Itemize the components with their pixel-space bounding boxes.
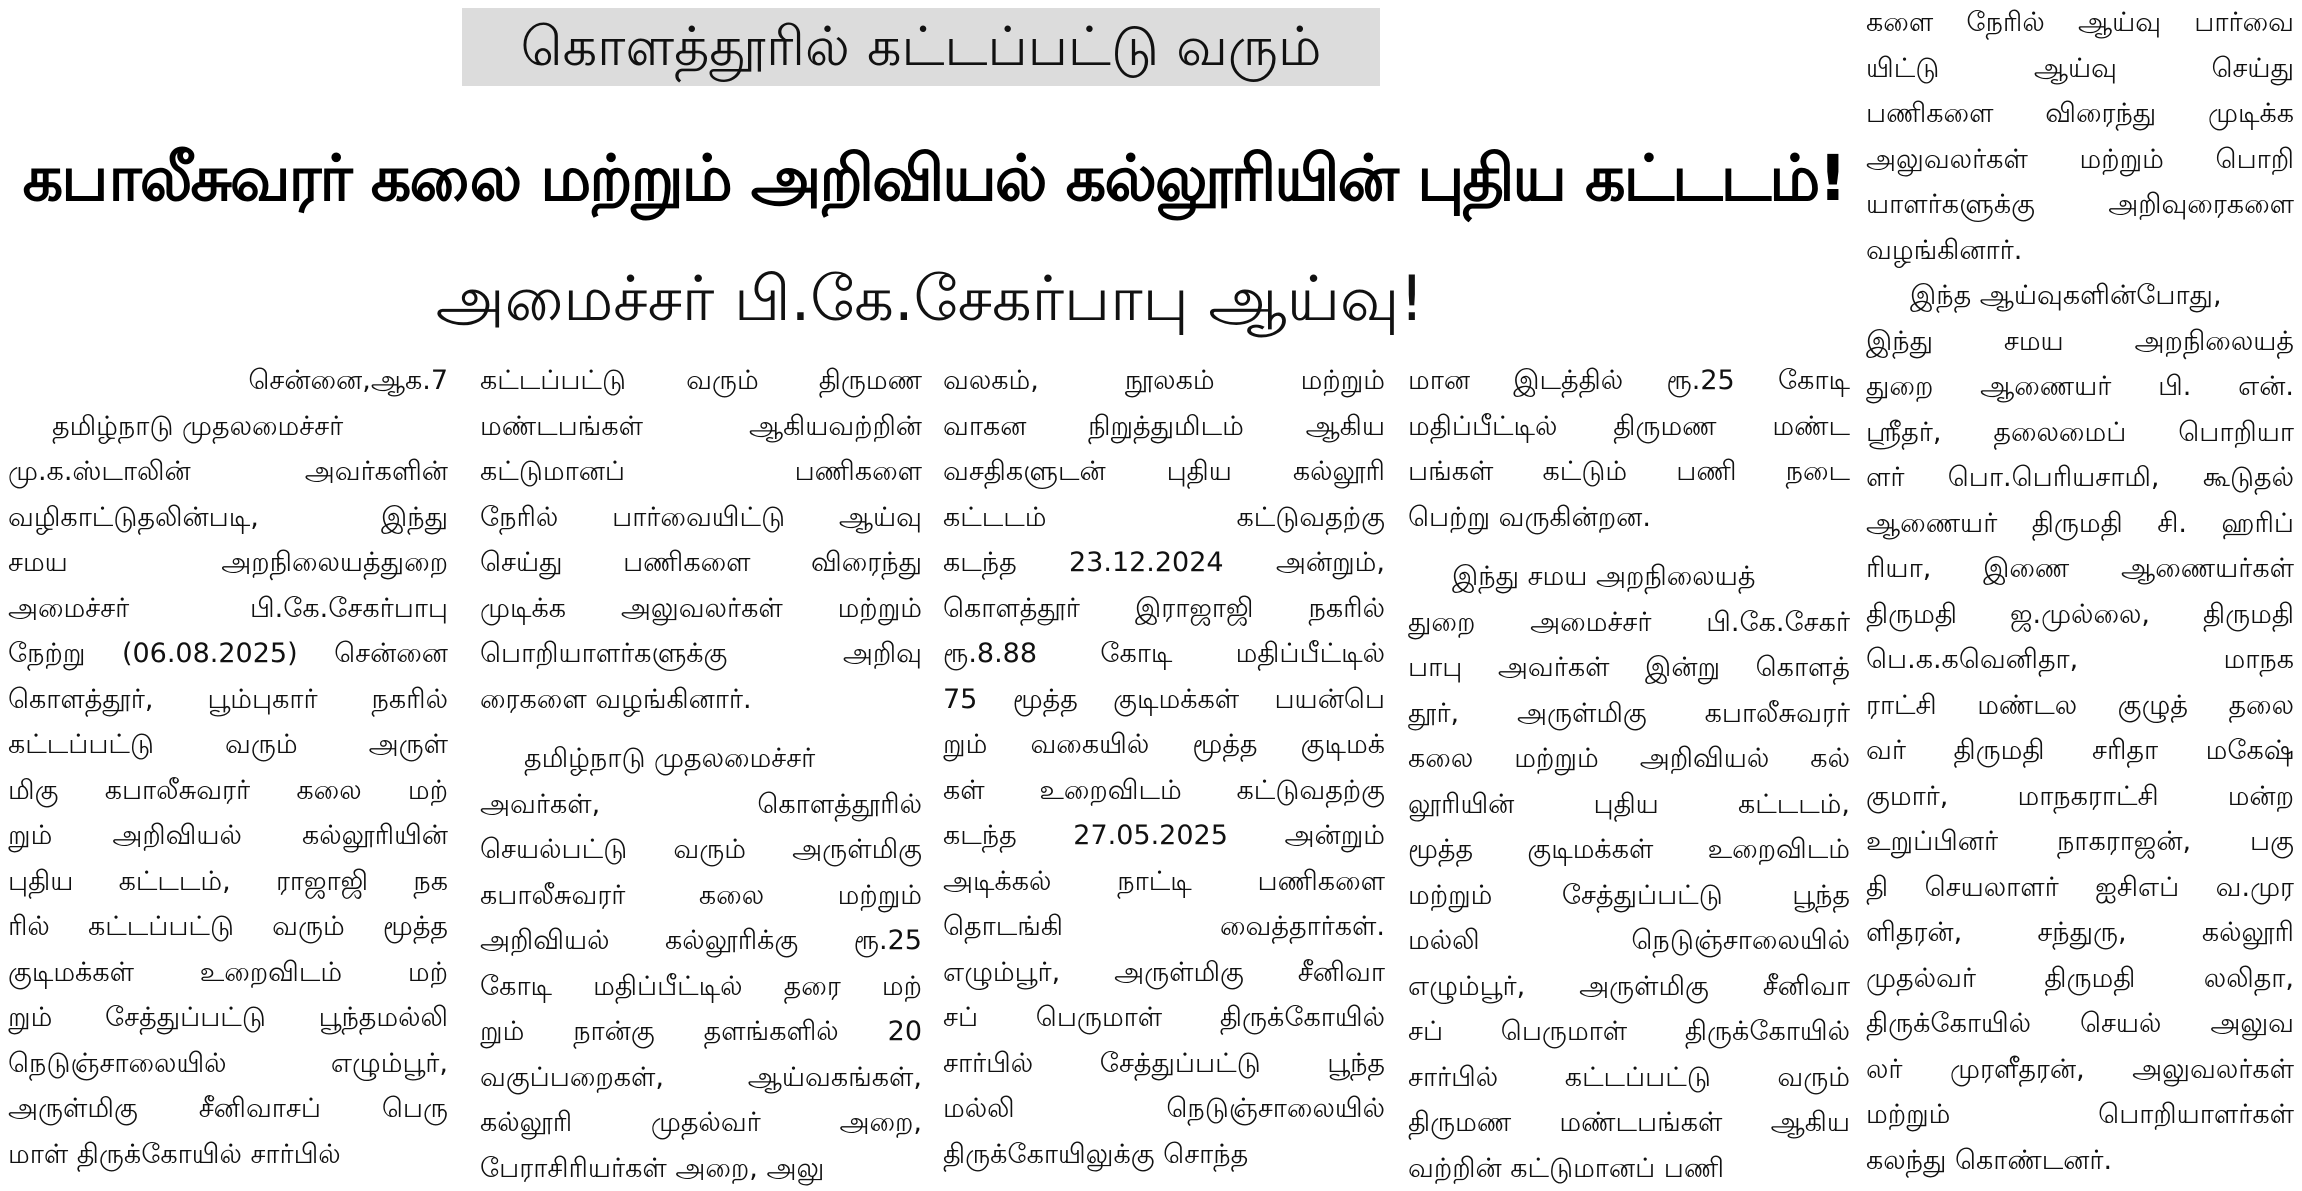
text-line: பாபு அவர்கள் இன்று கொளத்: [1408, 645, 1850, 691]
text-line: யாளர்களுக்கு அறிவுரைகளை: [1866, 182, 2294, 228]
text-line: றும் வகையில் மூத்த குடிமக்: [943, 722, 1385, 768]
text-line: வற்றின் கட்டுமானப் பணி: [1408, 1146, 1850, 1191]
text-line: கடந்த 27.05.2025 அன்றும்: [943, 813, 1385, 859]
article-subhead: அமைச்சர் பி.கே.சேகர்பாபு ஆய்வு!: [300, 258, 1560, 340]
kicker-banner: [462, 8, 1380, 86]
text-line: அறிவியல் கல்லூரிக்கு ரூ.25: [480, 918, 922, 964]
text-line: கட்டுமானப் பணிகளை: [480, 449, 922, 495]
text-line: ராட்சி மண்டல குழுத் தலை: [1866, 683, 2294, 729]
text-line: மான இடத்தில் ரூ.25 கோடி: [1408, 358, 1850, 404]
text-line: அவர்கள், கொளத்தூரில்: [480, 782, 922, 828]
text-line: ஸ்ரீதர், தலைமைப் பொறியா: [1866, 410, 2294, 456]
text-line: கல்லூரி முதல்வர் அறை,: [480, 1100, 922, 1146]
text-line: வகுப்பறைகள், ஆய்வகங்கள்,: [480, 1055, 922, 1101]
text-line: திருமண மண்டபங்கள் ஆகிய: [1408, 1100, 1850, 1146]
text-line: ரியா, இணை ஆணையர்கள்: [1866, 546, 2294, 592]
text-line: ஆணையர் திருமதி சி. ஹரிப்: [1866, 501, 2294, 547]
text-line: துறை ஆணையர் பி. என்.: [1866, 364, 2294, 410]
text-line: றும் சேத்துப்பட்டு பூந்தமல்லி: [8, 995, 448, 1041]
text-line: அலுவலர்கள் மற்றும் பொறி: [1866, 137, 2294, 183]
text-line: ரைகளை வழங்கினார்.: [480, 677, 922, 723]
paragraph-gap: [480, 722, 922, 736]
text-line: இந்து சமய அறநிலையத்: [1866, 319, 2294, 365]
text-line: தமிழ்நாடு முதலமைச்சர்: [8, 404, 448, 450]
text-line: பெ.க.கவெனிதா, மாநக: [1866, 637, 2294, 683]
text-line: கட்டப்பட்டு வரும் திருமண: [480, 358, 922, 404]
article-column-2: [480, 358, 922, 1073]
text-line: புதிய கட்டடம், ராஜாஜி நக: [8, 859, 448, 905]
text-line: லூரியின் புதிய கட்டடம்,: [1408, 782, 1850, 828]
text-line: அருள்மிகு சீனிவாசப் பெரு: [8, 1086, 448, 1132]
text-line: லர் முரளீதரன், அலுவலர்கள்: [1866, 1047, 2294, 1093]
text-line: வாகன நிறுத்துமிடம் ஆகிய: [943, 404, 1385, 450]
paragraph-gap: [1408, 540, 1850, 554]
text-line: உறுப்பினர் நாகராஜன், பகு: [1866, 819, 2294, 865]
text-line: தொடங்கி வைத்தார்கள்.: [943, 904, 1385, 950]
text-line: களை நேரில் ஆய்வு பார்வை: [1866, 0, 2294, 46]
text-line: கட்டப்பட்டு வரும் அருள்: [8, 722, 448, 768]
text-line: தூர், அருள்மிகு கபாலீசுவரர்: [1408, 691, 1850, 737]
text-line: பொறியாளர்களுக்கு அறிவு: [480, 631, 922, 677]
text-line: சப் பெருமாள் திருக்கோயில்: [1408, 1009, 1850, 1055]
text-line: சார்பில் கட்டப்பட்டு வரும்: [1408, 1055, 1850, 1101]
text-line: மற்றும் பொறியாளர்கள்: [1866, 1092, 2294, 1138]
text-line: வலகம், நூலகம் மற்றும்: [943, 358, 1385, 404]
text-line: பேராசிரியர்கள் அறை, அலு: [480, 1146, 922, 1191]
text-line: கள் உறைவிடம் கட்டுவதற்கு: [943, 768, 1385, 814]
text-line: செயல்பட்டு வரும் அருள்மிகு: [480, 827, 922, 873]
text-line: கட்டடம் கட்டுவதற்கு: [943, 495, 1385, 541]
text-line: கடந்த 23.12.2024 அன்றும்,: [943, 540, 1385, 586]
text-line: மற்றும் சேத்துப்பட்டு பூந்த: [1408, 873, 1850, 919]
text-line: றும் நான்கு தளங்களில் 20: [480, 1009, 922, 1055]
text-line: இந்த ஆய்வுகளின்போது,: [1866, 273, 2294, 319]
article-column-1: [8, 358, 448, 1073]
text-line: கலை மற்றும் அறிவியல் கல்: [1408, 736, 1850, 782]
text-line: மிகு கபாலீசுவரர் கலை மற்: [8, 768, 448, 814]
text-line: மு.க.ஸ்டாலின் அவர்களின்: [8, 449, 448, 495]
text-line: மல்லி நெடுஞ்சாலையில்: [1408, 918, 1850, 964]
text-line: சப் பெருமாள் திருக்கோயில்: [943, 995, 1385, 1041]
text-line: 75 மூத்த குடிமக்கள் பயன்பெ: [943, 677, 1385, 723]
text-line: திருமதி ஜ.முல்லை, திருமதி: [1866, 592, 2294, 638]
text-line: மண்டபங்கள் ஆகியவற்றின்: [480, 404, 922, 450]
text-line: கலந்து கொண்டனர்.: [1866, 1138, 2294, 1184]
text-line: சார்பில் சேத்துப்பட்டு பூந்த: [943, 1041, 1385, 1087]
text-line: இந்து சமய அறநிலையத்: [1408, 554, 1850, 600]
text-line: நேற்று (06.08.2025) சென்னை: [8, 631, 448, 677]
text-line: பங்கள் கட்டும் பணி நடை: [1408, 449, 1850, 495]
text-line: கபாலீசுவரர் கலை மற்றும்: [480, 873, 922, 919]
text-line: ளர் பொ.பெரியசாமி, கூடுதல்: [1866, 455, 2294, 501]
text-line: முடிக்க அலுவலர்கள் மற்றும்: [480, 586, 922, 632]
text-line: செய்து பணிகளை விரைந்து: [480, 540, 922, 586]
article-kicker: கொளத்தூரில் கட்டப்பட்டு வரும்: [521, 20, 1322, 74]
text-line: மல்லி நெடுஞ்சாலையில்: [943, 1086, 1385, 1132]
text-line: ளிதரன், சந்துரு, கல்லூரி: [1866, 910, 2294, 956]
text-line: பணிகளை விரைந்து முடிக்க: [1866, 91, 2294, 137]
text-line: தமிழ்நாடு முதலமைச்சர்: [480, 736, 922, 782]
text-line: சமய அறநிலையத்துறை: [8, 540, 448, 586]
text-line: மதிப்பீட்டில் திருமண மண்ட: [1408, 404, 1850, 450]
text-line: வசதிகளுடன் புதிய கல்லூரி: [943, 449, 1385, 495]
text-line: சென்னை,ஆக.7: [8, 358, 448, 404]
text-line: திருக்கோயில் செயல் அலுவ: [1866, 1001, 2294, 1047]
text-line: துறை அமைச்சர் பி.கே.சேகர்: [1408, 600, 1850, 646]
text-line: எழும்பூர், அருள்மிகு சீனிவா: [1408, 964, 1850, 1010]
text-line: நெடுஞ்சாலையில் எழும்பூர்,: [8, 1041, 448, 1087]
text-line: ரூ.8.88 கோடி மதிப்பீட்டில்: [943, 631, 1385, 677]
text-line: முதல்வர் திருமதி லலிதா,: [1866, 956, 2294, 1002]
text-line: தி செயலாளர் ஐசிஎப் வ.முர: [1866, 865, 2294, 911]
text-line: கொளத்தூர் இராஜாஜி நகரில்: [943, 586, 1385, 632]
text-line: வர் திருமதி சரிதா மகேஷ்: [1866, 728, 2294, 774]
article-column-4: [1408, 358, 1850, 1073]
text-line: கோடி மதிப்பீட்டில் தரை மற்: [480, 964, 922, 1010]
text-line: திருக்கோயிலுக்கு சொந்த: [943, 1132, 1385, 1178]
text-line: வழங்கினார்.: [1866, 228, 2294, 274]
text-line: நேரில் பார்வையிட்டு ஆய்வு: [480, 495, 922, 541]
text-line: பெற்று வருகின்றன.: [1408, 495, 1850, 541]
text-line: யிட்டு ஆய்வு செய்து: [1866, 46, 2294, 92]
text-line: கொளத்தூர், பூம்புகார் நகரில்: [8, 677, 448, 723]
text-line: மூத்த குடிமக்கள் உறைவிடம்: [1408, 827, 1850, 873]
text-line: ரில் கட்டப்பட்டு வரும் மூத்த: [8, 904, 448, 950]
article-column-5: [1866, 0, 2294, 1078]
text-line: மாள் திருக்கோயில் சார்பில்: [8, 1132, 448, 1178]
article-headline: கபாலீசுவரர் கலை மற்றும் அறிவியல் கல்லூரியின் புதிய கட்டடம்!: [20, 112, 1848, 244]
text-line: அடிக்கல் நாட்டி பணிகளை: [943, 859, 1385, 905]
article-column-3: [943, 358, 1385, 1073]
text-line: அமைச்சர் பி.கே.சேகர்பாபு: [8, 586, 448, 632]
text-line: றும் அறிவியல் கல்லூரியின்: [8, 813, 448, 859]
text-line: குடிமக்கள் உறைவிடம் மற்: [8, 950, 448, 996]
text-line: வழிகாட்டுதலின்படி, இந்து: [8, 495, 448, 541]
text-line: குமார், மாநகராட்சி மன்ற: [1866, 774, 2294, 820]
text-line: எழும்பூர், அருள்மிகு சீனிவா: [943, 950, 1385, 996]
